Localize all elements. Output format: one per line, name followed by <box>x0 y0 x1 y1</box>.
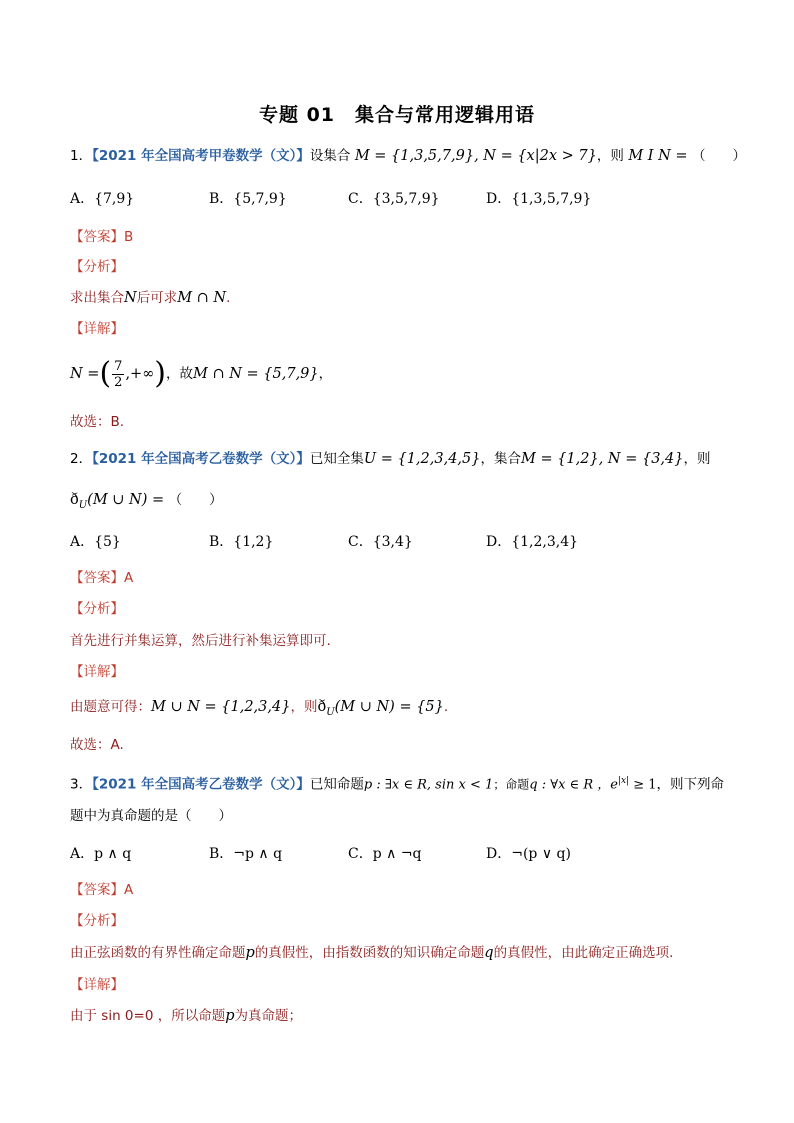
answer-label: 【答案】 <box>70 570 124 586</box>
analysis-text-part: 后可求 <box>136 290 178 306</box>
math-set-u: U = {1,2,3,4,5} <box>363 451 481 467</box>
answer-line <box>70 227 133 247</box>
detail-label <box>70 662 124 682</box>
choose-text: 故选：B. <box>70 414 125 430</box>
question-3-line2 <box>70 806 232 826</box>
math-n: N <box>124 290 137 306</box>
detail-formula: N =( $\frac{7}{2}$ ,+∞)，故M ∩ N = {5,7,9}， <box>70 356 333 391</box>
complement-symbol: ð <box>317 699 327 715</box>
math-question: M I N = <box>628 148 688 164</box>
math-p: p <box>225 1008 235 1024</box>
math-result: (M ∪ N) = {5} <box>334 699 444 715</box>
answer-line <box>70 568 133 588</box>
analysis-heading: 【分析】 <box>70 913 124 929</box>
math-exponent: |x| <box>617 776 630 786</box>
math-infinity: ,+∞ <box>125 366 155 382</box>
page-title: 专题 01 集合与常用逻辑用语 <box>258 104 536 126</box>
analysis-text <box>70 943 673 963</box>
math-q: q <box>484 945 494 961</box>
answer-blank: （ ） <box>168 492 223 508</box>
math-sets-mn: M = {1,2}, N = {3,4} <box>520 451 684 467</box>
math-proposition-p: p : ∃x ∈ R, sin x < 1 <box>363 777 494 793</box>
answer-line <box>70 880 133 900</box>
option-c: C．p ∧ ¬q <box>348 846 422 862</box>
option-d: D．{1,3,5,7,9} <box>486 191 592 207</box>
option-c: C．{3,5,7,9} <box>348 191 440 207</box>
detail-text-part: 由于 sin 0=0 ，所以命题 <box>70 1008 226 1024</box>
math-lhs: N = <box>70 366 100 382</box>
choose-line <box>70 735 124 755</box>
detail-formula <box>70 697 448 723</box>
option-a: A．{7,9} <box>70 191 135 207</box>
analysis-text-part: 首先进行并集运算，然后进行补集运算即可. <box>70 633 331 649</box>
question-number: 1． <box>70 148 93 164</box>
analysis-heading: 【分析】 <box>70 601 124 617</box>
math-inequality: ≥ 1 <box>629 777 657 793</box>
detail-label <box>70 975 124 995</box>
stem-text: ，则 <box>596 148 624 164</box>
math-p: p <box>245 945 255 961</box>
option-d: D．¬(p ∨ q) <box>486 846 571 862</box>
stem-text: ，集合 <box>480 451 521 467</box>
analysis-text <box>70 288 230 308</box>
detail-text: ，故 <box>166 366 194 382</box>
option-b: B．{5,7,9} <box>209 191 287 207</box>
fraction <box>112 359 124 390</box>
question-number: 3． <box>70 776 93 793</box>
analysis-label <box>70 599 124 619</box>
question-3-stem <box>70 771 724 796</box>
question-number: 2． <box>70 451 93 467</box>
option-b: B．¬p ∧ q <box>209 846 283 862</box>
detail-heading: 【详解】 <box>70 321 124 337</box>
stem-text: ，则 <box>683 451 711 467</box>
math-union: M ∪ N = {1,2,3,4} <box>151 699 291 715</box>
detail-text: ， <box>318 366 333 382</box>
stem-text: ，则下列命 <box>656 776 725 793</box>
math-intersection: M ∩ N <box>177 290 227 306</box>
answer-value: A <box>124 882 134 898</box>
analysis-text-part: 的真假性，由此确定正确选项. <box>493 945 674 961</box>
analysis-text-part: 的真假性，由指数函数的知识确定命题 <box>254 945 485 961</box>
math-set-m: M = {1,3,5,7,9} <box>354 148 475 164</box>
math-question: (M ∪ N) = <box>87 492 165 508</box>
analysis-label <box>70 911 124 931</box>
complement-subscript: U <box>78 499 88 511</box>
detail-text: . <box>443 699 449 715</box>
analysis-text-part: 求出集合 <box>70 290 124 306</box>
detail-heading: 【详解】 <box>70 977 124 993</box>
stem-text: 已知命题 <box>309 776 364 793</box>
option-b: B．{1,2} <box>209 534 274 550</box>
detail-label <box>70 319 124 339</box>
analysis-label <box>70 257 124 277</box>
stem-text: ；命题 <box>493 777 530 792</box>
detail-text <box>70 1006 302 1026</box>
math-result: M ∩ N = {5,7,9} <box>193 366 319 382</box>
answer-label: 【答案】 <box>70 882 124 898</box>
complement-subscript: U <box>326 706 335 718</box>
analysis-text <box>70 631 331 651</box>
option-a: A．{5} <box>70 534 121 550</box>
fraction-numerator: 7 <box>114 358 123 374</box>
answer-value: B <box>124 229 134 245</box>
analysis-text-part: . <box>226 290 231 306</box>
source-tag: 【2021 年全国高考乙卷数学（文）】 <box>92 776 310 793</box>
choose-line <box>70 412 124 432</box>
detail-heading: 【详解】 <box>70 664 124 680</box>
math-set-n: , N = {x|2x > 7} <box>474 148 597 164</box>
stem-text: 题中为真命题的是（ ） <box>70 808 232 824</box>
fraction-denominator: 2 <box>114 374 123 390</box>
choose-text: 故选：A. <box>70 737 124 753</box>
option-a: A．p ∧ q <box>70 846 132 862</box>
stem-text: 已知全集 <box>309 451 364 467</box>
stem-text: 设集合 <box>309 148 351 164</box>
detail-text: ，则 <box>290 699 318 715</box>
math-proposition-q: q : ∀x ∈ R ，e <box>529 777 618 793</box>
answer-value: A <box>124 570 134 586</box>
detail-text-part: 为真命题； <box>234 1008 303 1024</box>
answer-label: 【答案】 <box>70 229 124 245</box>
complement-symbol: ð <box>70 492 79 508</box>
analysis-text-part: 由正弦函数的有界性确定命题 <box>70 945 246 961</box>
source-tag: 【2021 年全国高考乙卷数学（文）】 <box>92 451 310 467</box>
question-2-stem <box>70 449 711 469</box>
detail-text: 由题意可得： <box>70 699 151 715</box>
question-2-line2 <box>70 490 223 516</box>
question-1-stem <box>70 146 746 166</box>
source-tag: 【2021 年全国高考甲卷数学（文）】 <box>92 148 310 164</box>
answer-blank: （ ） <box>692 148 747 164</box>
option-d: D．{1,2,3,4} <box>486 534 579 550</box>
option-c: C．{3,4} <box>348 534 413 550</box>
analysis-heading: 【分析】 <box>70 259 124 275</box>
